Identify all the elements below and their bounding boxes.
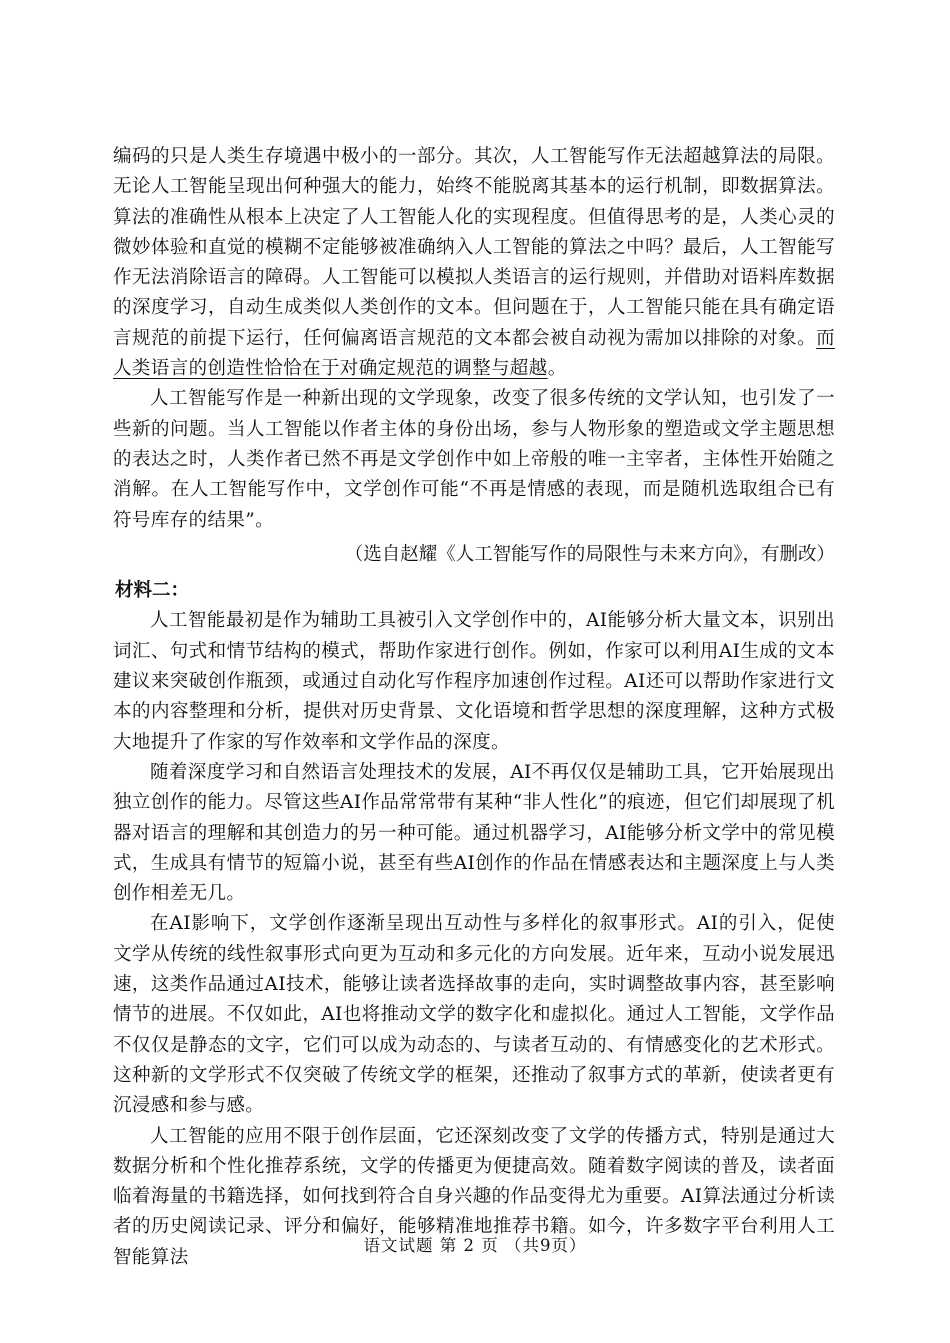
material2-paragraph-4: 人工智能的应用不限于创作层面，它还深刻改变了文学的传播方式，特别是通过大数据分析和个性化推荐系统，文学的传播更为便捷高效。随着数字阅读的普及，读者面临着海量的书籍选择，如何找到符合自身兴趣的作品变得尤为重要。AI算法通过分析读者的历史阅读记录、评分和偏好，能够精准地推荐书籍。如今，许多数字平台利用人工智能算法: [113, 1125, 835, 1268]
paragraph-end: 。: [547, 358, 567, 380]
underlined-sentence: 而人类语言的创造性恰恰在于对确定规范的调整与超越: [113, 327, 835, 380]
material1-paragraph-continued: [113, 142, 835, 384]
material1-paragraph: 人工智能写作是一种新出现的文学现象，改变了很多传统的文学认知，也引发了一些新的问题。当人工智能以作者主体的身份出场，参与人物形象的塑造或文学主题思想的表达之时，人类作者已然不再是文学创作中如上帝般的唯一主宰者，主体性开始随之消解。在人工智能写作中，文学创作可能“不再是情感的表现，而是随机选取组合已有符号库存的结果”。: [113, 388, 835, 531]
material2-paragraph-2: 随着深度学习和自然语言处理技术的发展，AI不再仅仅是辅助工具，它开始展现出独立创作的能力。尽管这些AI作品常常带有某种“非人性化”的痕迹，但它们却展现了机器对语言的理解和其创造力的另一种可能。通过机器学习，AI能够分析文学中的常见模式，生成具有情节的短篇小说，甚至有些AI创作的作品在情感表达和主题深度上与人类创作相差无几。: [113, 761, 835, 905]
paragraph-text: 编码的只是人类生存境遇中极小的一部分。其次，人工智能写作无法超越算法的局限。无论人工智能呈现出何种强大的能力，始终不能脱离其基本的运行机制，即数据算法。算法的准确性从根本上决定了人工智能人化的实现程度。但值得思考的是，人类心灵的微妙体验和直觉的模糊不定能够被准确纳入人工智能的算法之中吗？最后，人工智能写作无法消除语言的障碍。人工智能可以模拟人类语言的运行规则，并借助对语料库数据的深度学习，自动生成类似人类创作的文本。但问题在于，人工智能只能在具有确定语言规范的前提下运行，任何偏离语言规范的文本都会被自动视为需加以排除的对象。: [113, 146, 835, 349]
source-citation: （选自赵耀《人工智能写作的局限性与未来方向》，有删改）: [344, 543, 835, 565]
material2-heading: 材料二：: [115, 580, 190, 602]
material2-paragraph-1: 人工智能最初是作为辅助工具被引入文学创作中的，AI能够分析大量文本，识别出词汇、句式和情节结构的模式，帮助作家进行创作。例如，作家可以利用AI生成的文本建议来突破创作瓶颈，或通过自动化写作程序加速创作过程。AI还可以帮助作家进行文本的内容整理和分析，提供对历史背景、文化语境和哲学思想的深度理解，这种方式极大地提升了作家的写作效率和文学作品的深度。: [113, 610, 835, 753]
material2-paragraph-3: 在AI影响下，文学创作逐渐呈现出互动性与多样化的叙事形式。AI的引入，促使文学从传统的线性叙事形式向更为互动和多元化的方向发展。近年来，互动小说发展迅速，这类作品通过AI技术，能够让读者选择故事的走向，实时调整故事内容，甚至影响情节的进展。不仅如此，AI也将推动文学的数字化和虚拟化。通过人工智能，文学作品不仅仅是静态的文字，它们可以成为动态的、与读者互动的、有情感变化的艺术形式。这种新的文学形式不仅突破了传统文学的框架，还推动了叙事方式的革新，使读者更有沉浸感和参与感。: [113, 913, 835, 1117]
passage-body: [113, 142, 835, 1273]
page-footer: 语文试题 第 2 页 （共9页）: [363, 1236, 587, 1255]
